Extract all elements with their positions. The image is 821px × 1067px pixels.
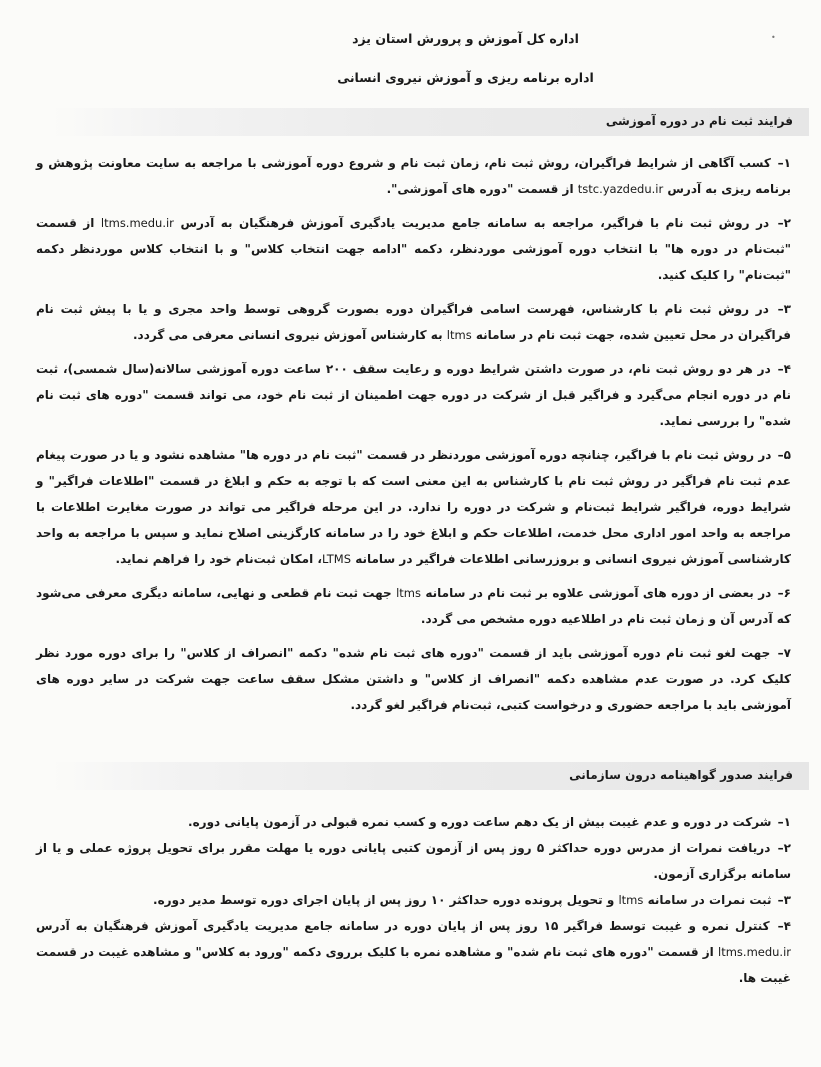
certificate-steps-list [36,809,791,991]
scan-dot: • [771,33,776,42]
certificate-step-2: ۲– دریافت نمرات از مدرس دوره حداکثر ۵ روز پس از آزمون کتبی پایانی دوره یا مهلت مقرر برای تحویل پروژه عملی و یا از سامانه برگزاری آزمون. [36,841,791,881]
section-certificate-bar [51,762,809,790]
certificate-step-3: ۳– ثبت نمرات در سامانه ltms و تحویل پرونده دوره حداکثر ۱۰ روز پس از پایان اجرای دوره توسط مدیر دوره. [153,893,791,907]
registration-step-4: ۴– در هر دو روش ثبت نام، در صورت داشتن شرایط دوره و رعایت سقف ۲۰۰ ساعت دوره آموزشی سالانه(سال شمسی)، ثبت نام در دوره انجام می‌گیرد و فراگیر قبل از شرکت در دوره جهت اطمینان از ثبت نام خود، می تواند قسمت "دوره های ثبت نام شده" را بررسی نماید. [36,362,791,428]
certificate-step-4: ۴– کنترل نمره و غیبت توسط فراگیر ۱۵ روز پس از پایان دوره در سامانه جامع مدیریت یادگیری آموزش فرهنگیان به آدرس ltms.medu.ir از قسمت "دوره های ثبت نام شده" و مشاهده نمره با کلیک برروی دکمه "ورود به کلاس" و مشاهده غیبت در قسمت غیبت ها. [36,919,792,985]
registration-steps-list [36,150,791,718]
ltms-system-name: LTMS [321,552,352,566]
section-registration-title: فرایند ثبت نام در دوره آموزشی [605,114,793,128]
ltms-system-name: ltms [396,586,421,600]
section-certificate-title: فرایند صدور گواهینامه درون سازمانی [569,768,793,782]
registration-step-7: ۷– جهت لغو ثبت نام دوره آموزشی باید از قسمت "دوره های ثبت نام شده" دکمه "انصراف از کلاس" را برای دوره مورد نظر کلیک کرد. در صورت عدم مشاهده دکمه "انصراف از کلاس" و داشتن مشکل سقف ساعت جهت شرکت در سایر دوره های آموزشی باید با مراجعه حضوری و درخواست کتبی، ثبت‌نام فراگیر لغو گردد. [36,646,791,712]
ltms-system-name: ltms [618,893,644,907]
registration-step-1: ۱– کسب آگاهی از شرایط فراگیران، روش ثبت نام، زمان ثبت نام و شروع دوره آموزشی با مراجعه به سایت معاونت پژوهش و برنامه ریزی به آدرس tstc.yazdedu.ir از قسمت "دوره های آموزشی". [36,156,791,196]
section-registration-bar [51,108,809,136]
ltms-system-name: ltms [446,328,472,342]
ltms-url-link[interactable]: ltms.medu.ir [100,216,174,230]
ltms-url-link[interactable]: ltms.medu.ir [718,945,792,959]
registration-step-6: ۶– در بعضی از دوره های آموزشی علاوه بر ثبت نام در سامانه ltms جهت ثبت نام قطعی و نهایی، سامانه دیگری معرفی می‌شود که آدرس آن و زمان ثبت نام در اطلاعیه دوره مشخص می گردد. [36,586,791,626]
certificate-step-1: ۱– شرکت در دوره و عدم غیبت بیش از یک دهم ساعت دوره و کسب نمره قبولی در آزمون پایانی دوره. [188,815,791,829]
registration-step-5: ۵– در روش ثبت نام با فراگیر، چنانچه دوره آموزشی موردنظر در قسمت "ثبت نام در دوره ها" مشاهده نشود و یا در صورت پیغام عدم ثبت نام فراگیر در روش ثبت نام با کارشناس به این معنی است که با توجه به حکم و ابلاغ در قسمت "اطلاعات فراگیر" و شرایط دوره، فراگیر شرایط ثبت‌نام و شرکت در دوره را ندارد. در این مرحله فراگیر می تواند در صورت مغایرت اطلاعات با مراجعه به واحد امور اداری محل خدمت، اطلاعات حکم و ابلاغ خود را در سامانه کارگزینی اصلاح نماید و سپس با مراجعه به واحد کارشناسی آموزش نیروی انسانی و بروزرسانی اطلاعات فراگیر در سامانه LTMS، امکان ثبت‌نام خود را فراهم نماید. [36,448,791,566]
header-department: اداره برنامه ریزی و آموزش نیروی انسانی [337,70,594,85]
site-url-link[interactable]: tstc.yazdedu.ir [577,182,664,196]
registration-step-3: ۳– در روش ثبت نام با کارشناس، فهرست اسامی فراگیران دوره بصورت گروهی توسط واحد مجری و یا با پیش ثبت نام فراگیران در محل تعیین شده، جهت ثبت نام در سامانه ltms به کارشناس آموزش نیروی انسانی معرفی می گردد. [36,302,791,342]
registration-step-2: ۲– در روش ثبت نام با فراگیر، مراجعه به سامانه جامع مدیریت یادگیری آموزش فرهنگیان به آدرس ltms.medu.ir از قسمت "ثبت‌نام در دوره ها" با انتخاب دوره آموزشی موردنظر، دکمه "ادامه جهت انتخاب کلاس" و با انتخاب کلاس موردنظر دکمه "ثبت‌نام" را کلیک کنید. [36,216,791,282]
header-organization: اداره کل آموزش و پرورش استان یزد [352,31,579,46]
